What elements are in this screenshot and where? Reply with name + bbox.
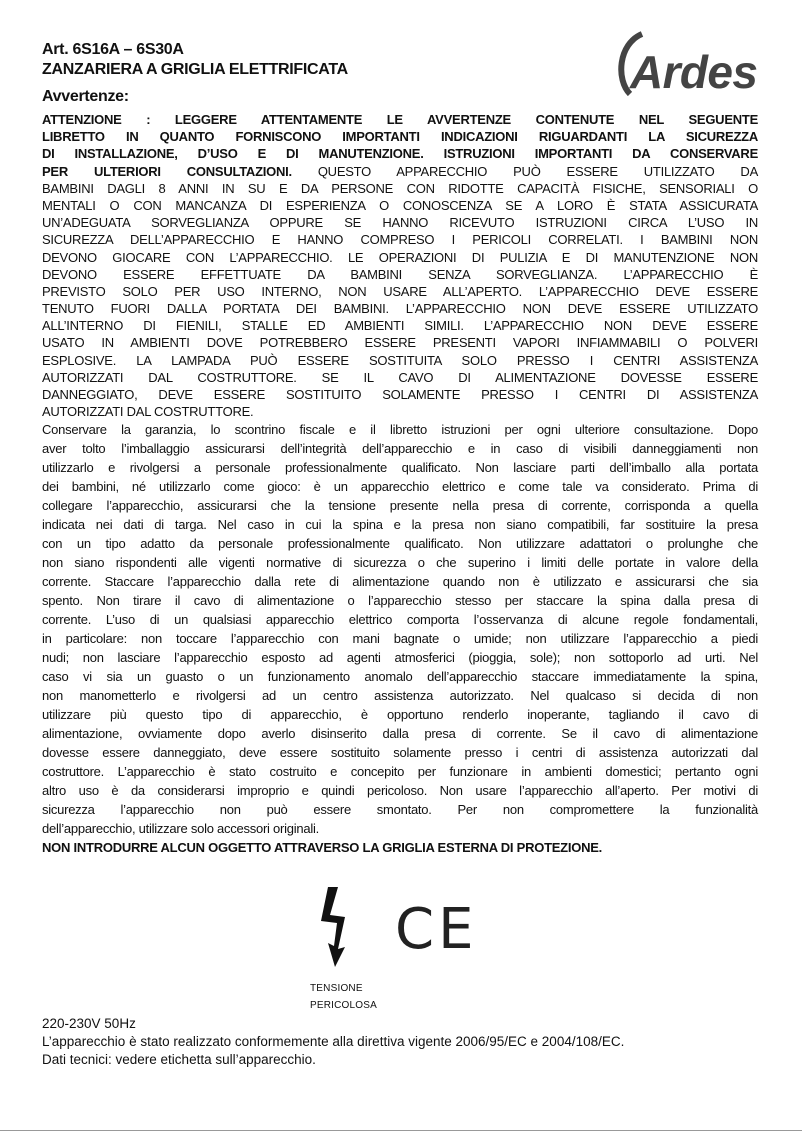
body-line: costruttore. L’apparecchio è stato costruito e concepito per funzionare in ambienti domestici; pertanto ogni xyxy=(42,764,758,780)
body-line: utilizzare più questo tipo di apparecchio, è opportuno renderlo inoperante, tagliando il cavo di xyxy=(42,707,758,723)
body-line: non manometterlo e rivolgersi ad un centro assistenza autorizzato. Nel qualcaso si decida di non xyxy=(42,688,758,704)
voltage-label-line2: PERICOLOSA xyxy=(310,1000,378,1011)
warning-line: ESPLOSIVE. LA LAMPADA PUÒ ESSERE SOSTITUITA SOLO PRESSO I CENTRI ASSISTENZA xyxy=(42,352,758,368)
body-line: Conservare la garanzia, lo scontrino fiscale e il libretto istruzioni per ogni ulteriore consultazione. Dopo xyxy=(42,422,758,438)
body-text xyxy=(42,420,758,857)
article-number: Art. 6S16A – 6S30A xyxy=(42,41,184,58)
product-title: ZANZARIERA A GRIGLIA ELETTRIFICATA xyxy=(42,61,348,78)
body-line: alimentazione, ovviamente dopo averlo disinserito dalla presa di corrente. Se il cavo di alimentazione xyxy=(42,726,758,742)
final-warning: NON INTRODURRE ALCUN OGGETTO ATTRAVERSO LA GRIGLIA ESTERNA DI PROTEZIONE. xyxy=(42,840,603,856)
technical-data-note: Dati tecnici: vedere etichetta sull’apparecchio. xyxy=(42,1052,316,1067)
body-line: con un tipo adatto da personale professionalmente qualificato. Non utilizzare adattatori o prolunghe che xyxy=(42,536,758,552)
warning-line: SICUREZZA DELL’APPARECCHIO E HANNO COMPRESO I PERICOLI CORRELATI. I BAMBINI NON xyxy=(42,232,758,248)
warning-line: AUTORIZZATI DAL COSTRUTTORE. xyxy=(42,404,254,420)
body-line: nudi; non lasciare l’apparecchio esposto ad agenti atmosferici (pioggia, sole); non sottoporlo ad urti. Nel xyxy=(42,650,758,666)
warning-line: TENUTO FUORI DALLA PORTATA DEI BAMBINI. L’APPARECCHIO NON DEVE ESSERE UTILIZZATO xyxy=(42,301,758,317)
high-voltage-icon xyxy=(318,885,358,970)
body-line: sicurezza l’apparecchio non può essere smontato. Per non compromettere la funzionalità xyxy=(42,802,758,818)
conformity-statement: L’apparecchio è stato realizzato conformemente alla direttiva vigente 2006/95/EC e 2004/108/EC. xyxy=(42,1034,625,1049)
body-line: dei bambini, né utilizzarlo come gioco: è un apparecchio elettrico e come tale va considerato. Prima di xyxy=(42,479,758,495)
body-line: corrente. L’uso di un qualsiasi apparecchio elettrico comporta l’osservanza di alcune regole fondamentali, xyxy=(42,612,758,628)
voltage-label-line1: TENSIONE xyxy=(310,983,363,994)
warning-line: DI INSTALLAZIONE, D’USO E DI MANUTENZIONE. ISTRUZIONI IMPORTANTI DA CONSERVARE xyxy=(42,146,758,162)
warning-line xyxy=(42,163,758,180)
page-border xyxy=(0,1130,802,1131)
ardes-logo xyxy=(612,30,762,96)
body-line: indicata nei dati di targa. Nel caso in cui la spina e la presa non siano compatibili, far sostituire la presa xyxy=(42,517,758,533)
body-line: caso vi sia un guasto o un funzionamento anomalo dell’apparecchio staccare immediatamente la spina, xyxy=(42,669,758,685)
warning-line: DEVONO GIOCARE CON L’APPARECCHIO. LE OPERAZIONI DI PULIZIA E DI MANUTENZIONE NON xyxy=(42,249,758,265)
warning-line: UN’ADEGUATA SORVEGLIANZA OPPURE SE HANNO RICEVUTO ISTRUZIONI CIRCA L’USO IN xyxy=(42,215,758,231)
logo-text: Ardes xyxy=(630,46,758,96)
text-flow xyxy=(42,111,758,857)
warning-line: LIBRETTO IN QUANTO FORNISCONO IMPORTANTI INDICAZIONI RIGUARDANTI LA SICUREZZA xyxy=(42,129,758,145)
warning-line: USATO IN AMBIENTI DOVE POTREBBERO ESSERE PRESENTI VAPORI INFIAMMABILI O POLVERI xyxy=(42,335,758,351)
warning-line: BAMBINI DAGLI 8 ANNI IN SU E DA PERSONE CON RIDOTTE CAPACITÀ FISICHE, SENSORIALI O xyxy=(42,180,758,196)
warning-line: PREVISTO SOLO PER USO INTERNO, NON USARE ALL’APERTO. L’APPARECCHIO DEVE ESSERE xyxy=(42,283,758,299)
warning-text: QUESTO APPARECCHIO PUÒ ESSERE UTILIZZATO DA xyxy=(291,163,758,179)
body-line: collegare l’apparecchio, assicurarsi che la tensione presente nella presa di corrente, corrisponda a quella xyxy=(42,498,758,514)
section-heading: Avvertenze: xyxy=(42,88,129,105)
warning-block xyxy=(42,111,758,420)
body-line: non siano rispondenti alle vigenti normative di sicurezza o che superino i limiti delle portate in valore della xyxy=(42,555,758,571)
body-line: aver tolto l’imballaggio assicurarsi dell’integrità dell’apparecchio e in caso di visibili danneggiamenti non xyxy=(42,441,758,457)
ce-mark-icon: CE xyxy=(395,897,478,962)
body-line: in particolare: non toccare l’apparecchio con mani bagnate o umide; non utilizzare l’apparecchio a piedi xyxy=(42,631,758,647)
warning-line: ATTENZIONE : LEGGERE ATTENTAMENTE LE AVVERTENZE CONTENUTE NEL SEGUENTE xyxy=(42,112,758,127)
body-line: altro uso è da considerarsi improprio e quindi pericoloso. Non usare l’apparecchio all’aperto. Per motivi di xyxy=(42,783,758,799)
body-line: dell’apparecchio, utilizzare solo accessori originali. xyxy=(42,821,319,837)
body-line: dovesse essere danneggiato, deve essere sostituito solamente presso i centri di assistenza autorizzati dal xyxy=(42,745,758,761)
warning-line: ALL’INTERNO DI FIENILI, STALLE ED AMBIENTI SIMILI. L’APPARECCHIO NON DEVE ESSERE xyxy=(42,318,758,334)
body-line: corrente. Staccare l’apparecchio dalla rete di alimentazione quando non è utilizzato e assicurarsi che sia xyxy=(42,574,758,590)
warning-line: MENTALI O CON MANCANZA DI ESPERIENZA O CONOSCENZA SE A LORO È STATA ASSICURATA xyxy=(42,197,758,213)
warning-line: DEVONO ESSERE EFFETTUATE DA BAMBINI SENZA SORVEGLIANZA. L’APPARECCHIO È xyxy=(42,266,758,282)
warning-line: AUTORIZZATI DAL COSTRUTTORE. SE IL CAVO DI ALIMENTAZIONE DOVESSE ESSERE xyxy=(42,369,758,385)
body-line: spento. Non tirare il cavo di alimentazione o l’apparecchio stesso per staccare la spina dalla presa di xyxy=(42,593,758,609)
warning-bold-text: PER ULTERIORI CONSULTAZIONI. xyxy=(42,163,292,179)
body-line: utilizzarlo e rivolgersi a personale professionalmente qualificato. Non lasciare parti dell’imballo alla portata xyxy=(42,460,758,476)
voltage-rating: 220-230V 50Hz xyxy=(42,1016,136,1031)
warning-line: DANNEGGIATO, DEVE ESSERE SOSTITUITO SOLAMENTE PRESSO I CENTRI DI ASSISTENZA xyxy=(42,387,758,402)
